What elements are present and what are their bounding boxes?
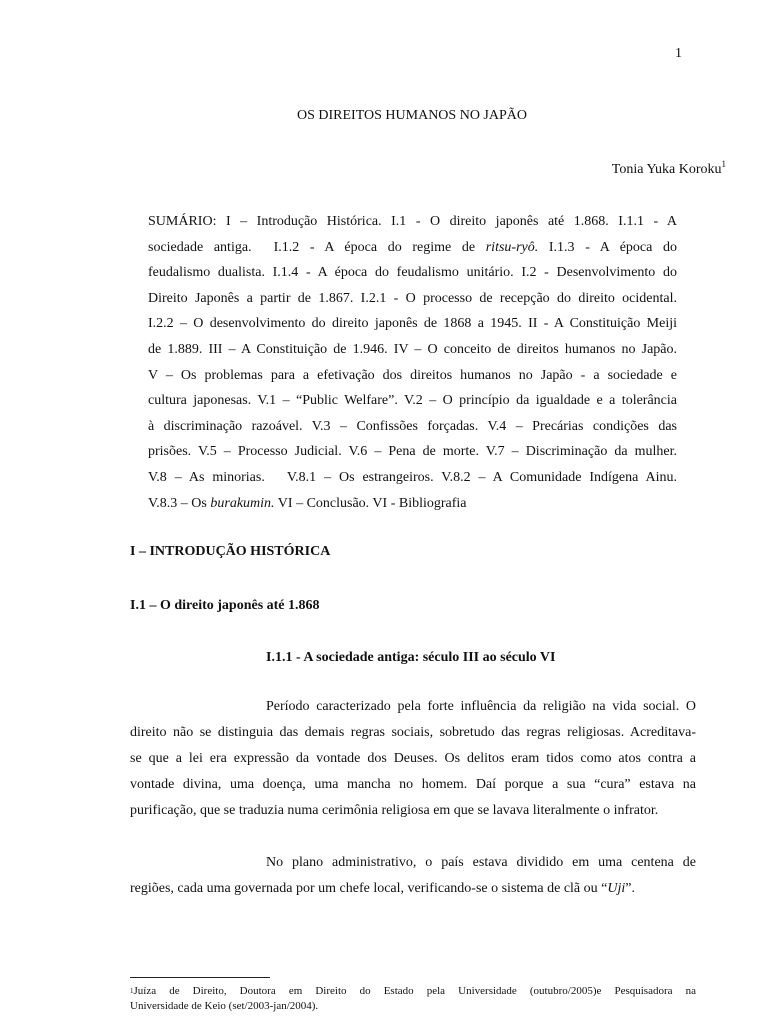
- paragraph-line: [130, 876, 696, 902]
- summary-text: V.8 – As minorias.: [148, 469, 265, 485]
- subsection-heading: I.1 – O direito japonês até 1.868: [130, 598, 320, 613]
- summary-text: I.1.3 - A época do: [538, 239, 678, 255]
- body-paragraph: [130, 694, 696, 824]
- paragraph-line: No plano administrativo, o país estava dividido em uma centena de: [266, 855, 696, 870]
- paragraph-line: Período caracterizado pela forte influência da religião na vida social. O: [266, 699, 696, 714]
- section-heading: I – INTRODUÇÃO HISTÓRICA: [130, 544, 331, 559]
- body-paragraph: [130, 850, 696, 902]
- summary-italic-term: burakumin.: [210, 495, 275, 511]
- subsubsection-heading: I.1.1 - A sociedade antiga: século III ao século VI: [266, 650, 556, 665]
- author-footnote-mark: 1: [721, 159, 726, 169]
- page-number: 1: [675, 46, 682, 61]
- summary-line: prisões. V.5 – Processo Judicial. V.6 – Pena de morte. V.7 – Discriminação da mulher.: [148, 444, 677, 460]
- footnote: [130, 984, 696, 1014]
- summary-italic-term: ritsu-ryô.: [485, 239, 539, 255]
- paragraph-text: ”.: [625, 881, 635, 896]
- summary-line: feudalismo dualista. I.1.4 - A época do feudalismo unitário. I.2 - Desenvolvimento do: [148, 265, 677, 281]
- footnote-separator: [130, 977, 270, 978]
- document-title: OS DIREITOS HUMANOS NO JAPÃO: [297, 108, 527, 123]
- summary-line: de 1.889. III – A Constituição de 1.946. IV – O conceito de direitos humanos no Japão.: [148, 341, 677, 357]
- footnote-line: Universidade de Keio (set/2003-jan/2004).: [130, 1000, 319, 1012]
- author-name: Tonia Yuka Koroku: [611, 162, 722, 177]
- summary-line: à discriminação razoável. V.3 – Confissões forçadas. V.4 – Precárias condições das: [148, 418, 677, 434]
- summary-line: Direito Japonês a partir de 1.867. I.2.1 - O processo de recepção do direito ocidental.: [148, 290, 677, 306]
- footnote-text: Juíza de Direito, Doutora em Direito do Estado pela Universidade (outubro/2005)e Pesquisadora na: [133, 985, 696, 997]
- summary-line: cultura japonesas. V.1 – “Public Welfare”. V.2 – O princípio da igualdade e a tolerância: [148, 393, 677, 409]
- summary-line: [148, 491, 677, 517]
- summary-text: V.8.1 – Os estrangeiros. V.8.2 – A Comunidade Indígena Ainu.: [286, 469, 677, 485]
- summary-line: SUMÁRIO: I – Introdução Histórica. I.1 - O direito japonês até 1.868. I.1.1 - A: [148, 214, 677, 229]
- paragraph-italic-term: Uji: [607, 881, 626, 896]
- author-line: [611, 159, 726, 178]
- paragraph-line: direito não se distinguia das demais regras sociais, sobretudo das regras religiosas. Acreditava-: [130, 725, 696, 740]
- summary-text: V.8.3 – Os: [148, 495, 211, 511]
- paragraph-text: regiões, cada uma governada por um chefe local, verificando-se o sistema de clã ou “: [130, 881, 608, 896]
- summary-text: sociedade antiga.: [148, 239, 252, 255]
- summary-line: [148, 235, 677, 261]
- paragraph-line: se que a lei era expressão da vontade dos Deuses. Os delitos eram tidos como atos contra a: [130, 751, 696, 766]
- paragraph-line: vontade divina, uma doença, uma mancha no homem. Daí porque a sua “cura” estava na: [130, 777, 696, 792]
- summary-block: [148, 209, 677, 516]
- summary-text: VI – Conclusão. VI - Bibliografia: [274, 495, 467, 511]
- footnote-mark: 1: [130, 987, 134, 995]
- paragraph-line: purificação, que se traduzia numa cerimônia religiosa em que se lavava literalmente o infrator.: [130, 803, 659, 818]
- summary-line: [148, 465, 677, 491]
- summary-text: I.1.2 - A época do regime de: [273, 239, 476, 255]
- footnote-line: [130, 984, 696, 999]
- summary-line: V – Os problemas para a efetivação dos direitos humanos no Japão - a sociedade e: [148, 367, 677, 383]
- summary-line: I.2.2 – O desenvolvimento do direito japonês de 1868 a 1945. II - A Constituição Meiji: [148, 316, 677, 332]
